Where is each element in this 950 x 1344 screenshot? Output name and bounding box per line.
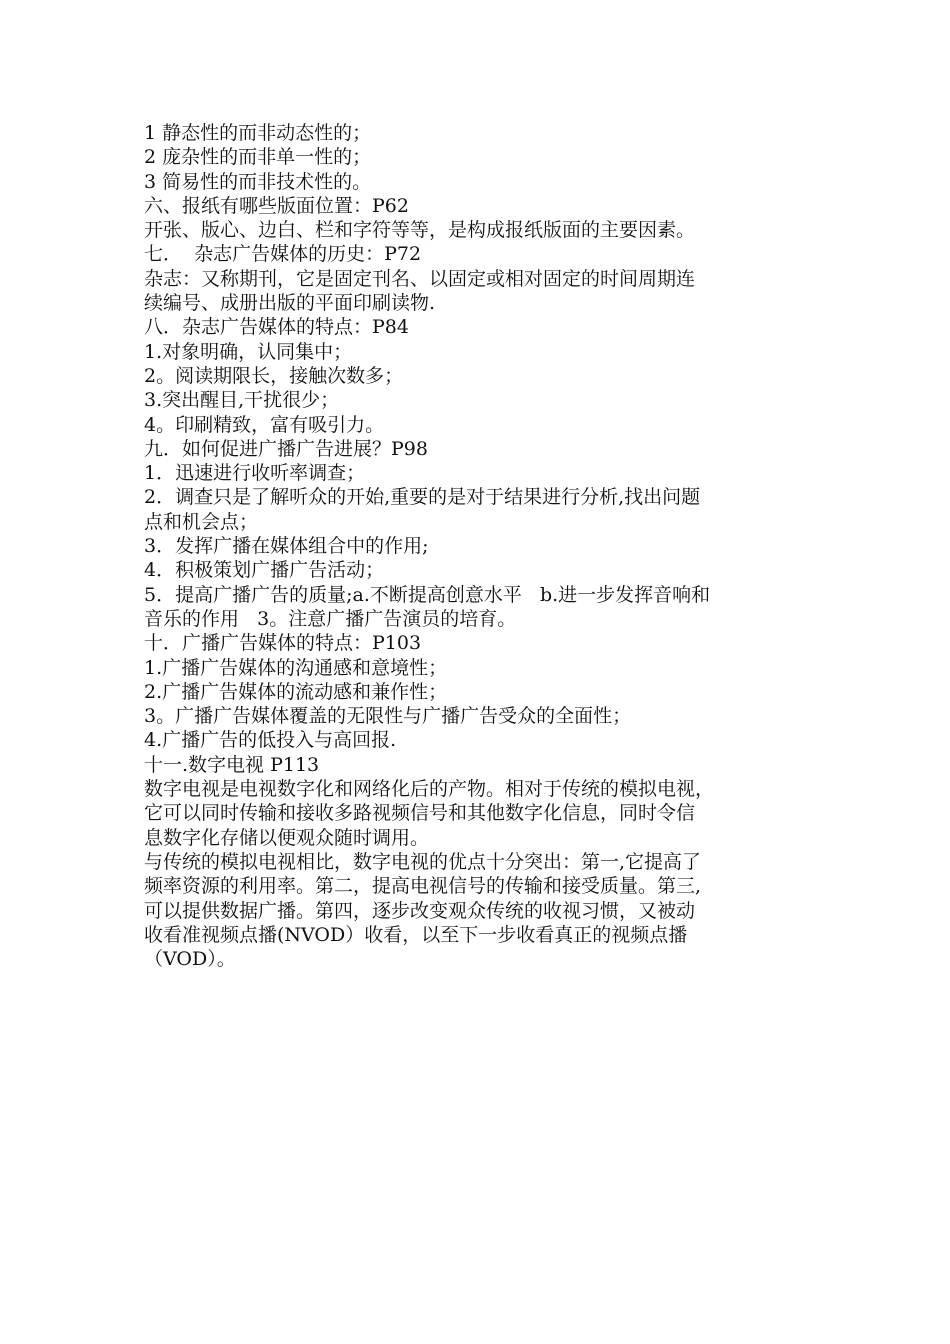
- paragraph-line: 可以提供数据广播。第四，逐步改变观众传统的收视习惯，又被动: [144, 899, 696, 922]
- list-item: 2．调查只是了解听众的开始,重要的是对于结果进行分析,找出问题: [144, 486, 701, 509]
- paragraph-line: 息数字化存储以便观众随时调用。: [144, 826, 430, 849]
- paragraph-line: 频率资源的利用率。第二，提高电视信号的传输和接受质量。第三,: [144, 875, 702, 898]
- list-item: 2.广播广告媒体的流动感和兼作性；: [144, 680, 448, 703]
- list-item: 2 庞杂性的而非单一性的；: [144, 146, 372, 169]
- paragraph-line: 它可以同时传输和接收多路视频信号和其他数字化信息，同时令信: [144, 802, 696, 825]
- paragraph-line: 数字电视是电视数字化和网络化后的产物。相对于传统的模拟电视，: [144, 778, 715, 801]
- section-heading: 九．如何促进广播广告进展？P98: [144, 437, 428, 460]
- list-item: 3.突出醒目,干扰很少；: [144, 389, 340, 412]
- paragraph-line: 续编号、成册出版的平面印刷读物.: [144, 292, 436, 315]
- document-page: [144, 121, 808, 971]
- list-item: 3。广播广告媒体覆盖的无限性与广播广告受众的全面性；: [144, 705, 632, 728]
- list-item: 1.对象明确，认同集中；: [144, 340, 353, 363]
- list-item: 4．积极策划广播广告活动；: [144, 559, 385, 582]
- list-item: 4.广播广告的低投入与高回报.: [144, 729, 397, 752]
- paragraph-line: 开张、版心、边白、栏和字符等等，是构成报纸版面的主要因素。: [144, 219, 696, 242]
- list-item: 4。印刷精致，富有吸引力。: [144, 413, 385, 436]
- list-item: 3．发挥广播在媒体组合中的作用;: [144, 535, 429, 558]
- section-heading: 七． 杂志广告媒体的历史：P72: [144, 243, 422, 266]
- list-item: 3 简易性的而非技术性的。: [144, 170, 372, 193]
- list-item: 5．提高广播广告的质量;a.不断提高创意水平 b.进一步发挥音响和: [144, 583, 711, 606]
- list-item: 1．迅速进行收听率调查；: [144, 462, 366, 485]
- list-item-continued: 点和机会点；: [144, 510, 259, 533]
- section-heading: 八．杂志广告媒体的特点：P84: [144, 316, 409, 339]
- section-heading: 六、报纸有哪些版面位置：P62: [144, 194, 409, 217]
- section-heading: 十一.数字电视 P113: [144, 753, 320, 776]
- paragraph-line: （VOD）。: [144, 948, 236, 971]
- section-heading: 十．广播广告媒体的特点：P103: [144, 632, 422, 655]
- list-item: 1 静态性的而非动态性的；: [144, 122, 372, 144]
- list-item: 2。阅读期限长，接触次数多；: [144, 364, 404, 387]
- paragraph-line: 与传统的模拟电视相比，数字电视的优点十分突出：第一,它提高了: [144, 850, 702, 873]
- paragraph-line: 收看准视频点播(NVOD）收看，以至下一步收看真正的视频点播: [144, 923, 688, 946]
- paragraph-line: 杂志：又称期刊，它是固定刊名、以固定或相对固定的时间周期连: [144, 267, 696, 290]
- list-item-continued: 音乐的作用 3。注意广播广告演员的培育。: [144, 607, 517, 630]
- list-item: 1.广播广告媒体的沟通感和意境性；: [144, 656, 448, 679]
